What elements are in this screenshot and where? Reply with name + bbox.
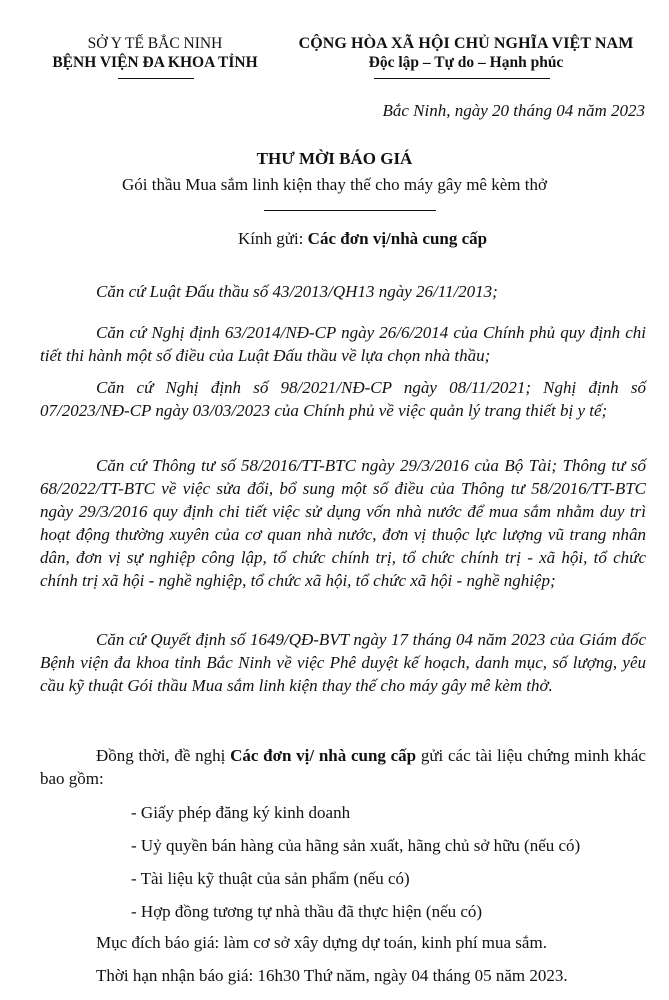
request-prefix: Đồng thời, đề nghị [96,746,231,765]
document-title: THƯ MỜI BÁO GIÁ [256,149,413,168]
request-suffix: gửi các tài liệu chứng minh khác bao gồm: [40,746,646,788]
document-item: - Tài liệu kỹ thuật của sản phẩm (nếu có) [131,869,410,888]
basis-decision-1649: Căn cứ Quyết định số 1649/QĐ-BVT ngày 17 tháng 04 năm 2023 của Giám đốc Bệnh viện đa khoa tỉnh Bắc Ninh về việc Phê duyệt kế hoạch, danh mục, số lượng, yêu cầu kỹ thuật Gói thầu Mua sắm linh kiện thay thế cho máy gây mê kèm thở. [40,630,646,695]
quote-deadline: Thời hạn nhận báo giá: 16h30 Thứ năm, ngày 04 tháng 05 năm 2023. [96,966,568,985]
basis-decree-98: Căn cứ Nghị định số 98/2021/NĐ-CP ngày 08/11/2021; Nghị định số 07/2023/NĐ-CP ngày 03/03/2023 của Chính phủ về việc quản lý trang thiết bị y tế; [40,378,646,420]
quote-purpose: Mục đích báo giá: làm cơ sở xây dựng dự toán, kinh phí mua sắm. [96,933,547,952]
request-recipient: Các đơn vị/ nhà cung cấp [230,746,417,765]
package-subtitle: Gói thầu Mua sắm linh kiện thay thế cho máy gây mê kèm thở [122,175,547,194]
issuing-organization [30,34,280,72]
org-underline [118,78,194,79]
national-header [262,34,669,72]
basis-bidding-law: Căn cứ Luật Đấu thầu số 43/2013/QH13 ngày 26/11/2013; [96,282,498,301]
recipient-prefix: Kính gửi: [238,229,308,248]
hospital-name: BỆNH VIỆN ĐA KHOA TỈNH [52,54,258,71]
title-underline [264,210,436,211]
motto-underline [374,78,550,79]
document-item: - Hợp đồng tương tự nhà thầu đã thực hiện (nếu có) [131,902,483,921]
document-item: - Uỷ quyền bán hàng của hãng sản xuất, hãng chủ sở hữu (nếu có) [131,836,581,855]
parent-department: SỞ Y TẾ BẮC NINH [87,35,223,52]
place-date: Bắc Ninh, ngày 20 tháng 04 năm 2023 [382,101,645,120]
recipient-name: Các đơn vị/nhà cung cấp [307,229,488,248]
request-paragraph [40,744,646,790]
document-item: - Giấy phép đăng ký kinh doanh [131,803,351,822]
national-motto: Độc lập – Tự do – Hạnh phúc [368,54,564,71]
basis-decree-63: Căn cứ Nghị định 63/2014/NĐ-CP ngày 26/6/2014 của Chính phủ quy định chi tiết thi hành một số điều của Luật Đấu thầu về lựa chọn nhà thầu; [40,323,646,365]
recipient-line [238,227,487,250]
country-name: CỘNG HÒA XÃ HỘI CHỦ NGHĨA VIỆT NAM [298,35,634,52]
basis-circular-58: Căn cứ Thông tư số 58/2016/TT-BTC ngày 29/3/2016 của Bộ Tài; Thông tư số 68/2022/TT-BTC về việc sửa đổi, bổ sung một số điều của Thông tư 58/2016/TT-BTC ngày 29/3/2016 quy định chi tiết việc sử dụng vốn nhà nước để mua sắm nhằm duy trì hoạt động thường xuyên của cơ quan nhà nước, đơn vị thuộc lực lượng vũ trang nhân dân, đơn vị sự nghiệp công lập, tổ chức chính trị, tổ chức chính trị - xã hội, tổ chức chính trị xã hội - nghề nghiệp, tổ chức xã hội, tổ chức xã hội - nghề nghiệp; [40,456,646,590]
